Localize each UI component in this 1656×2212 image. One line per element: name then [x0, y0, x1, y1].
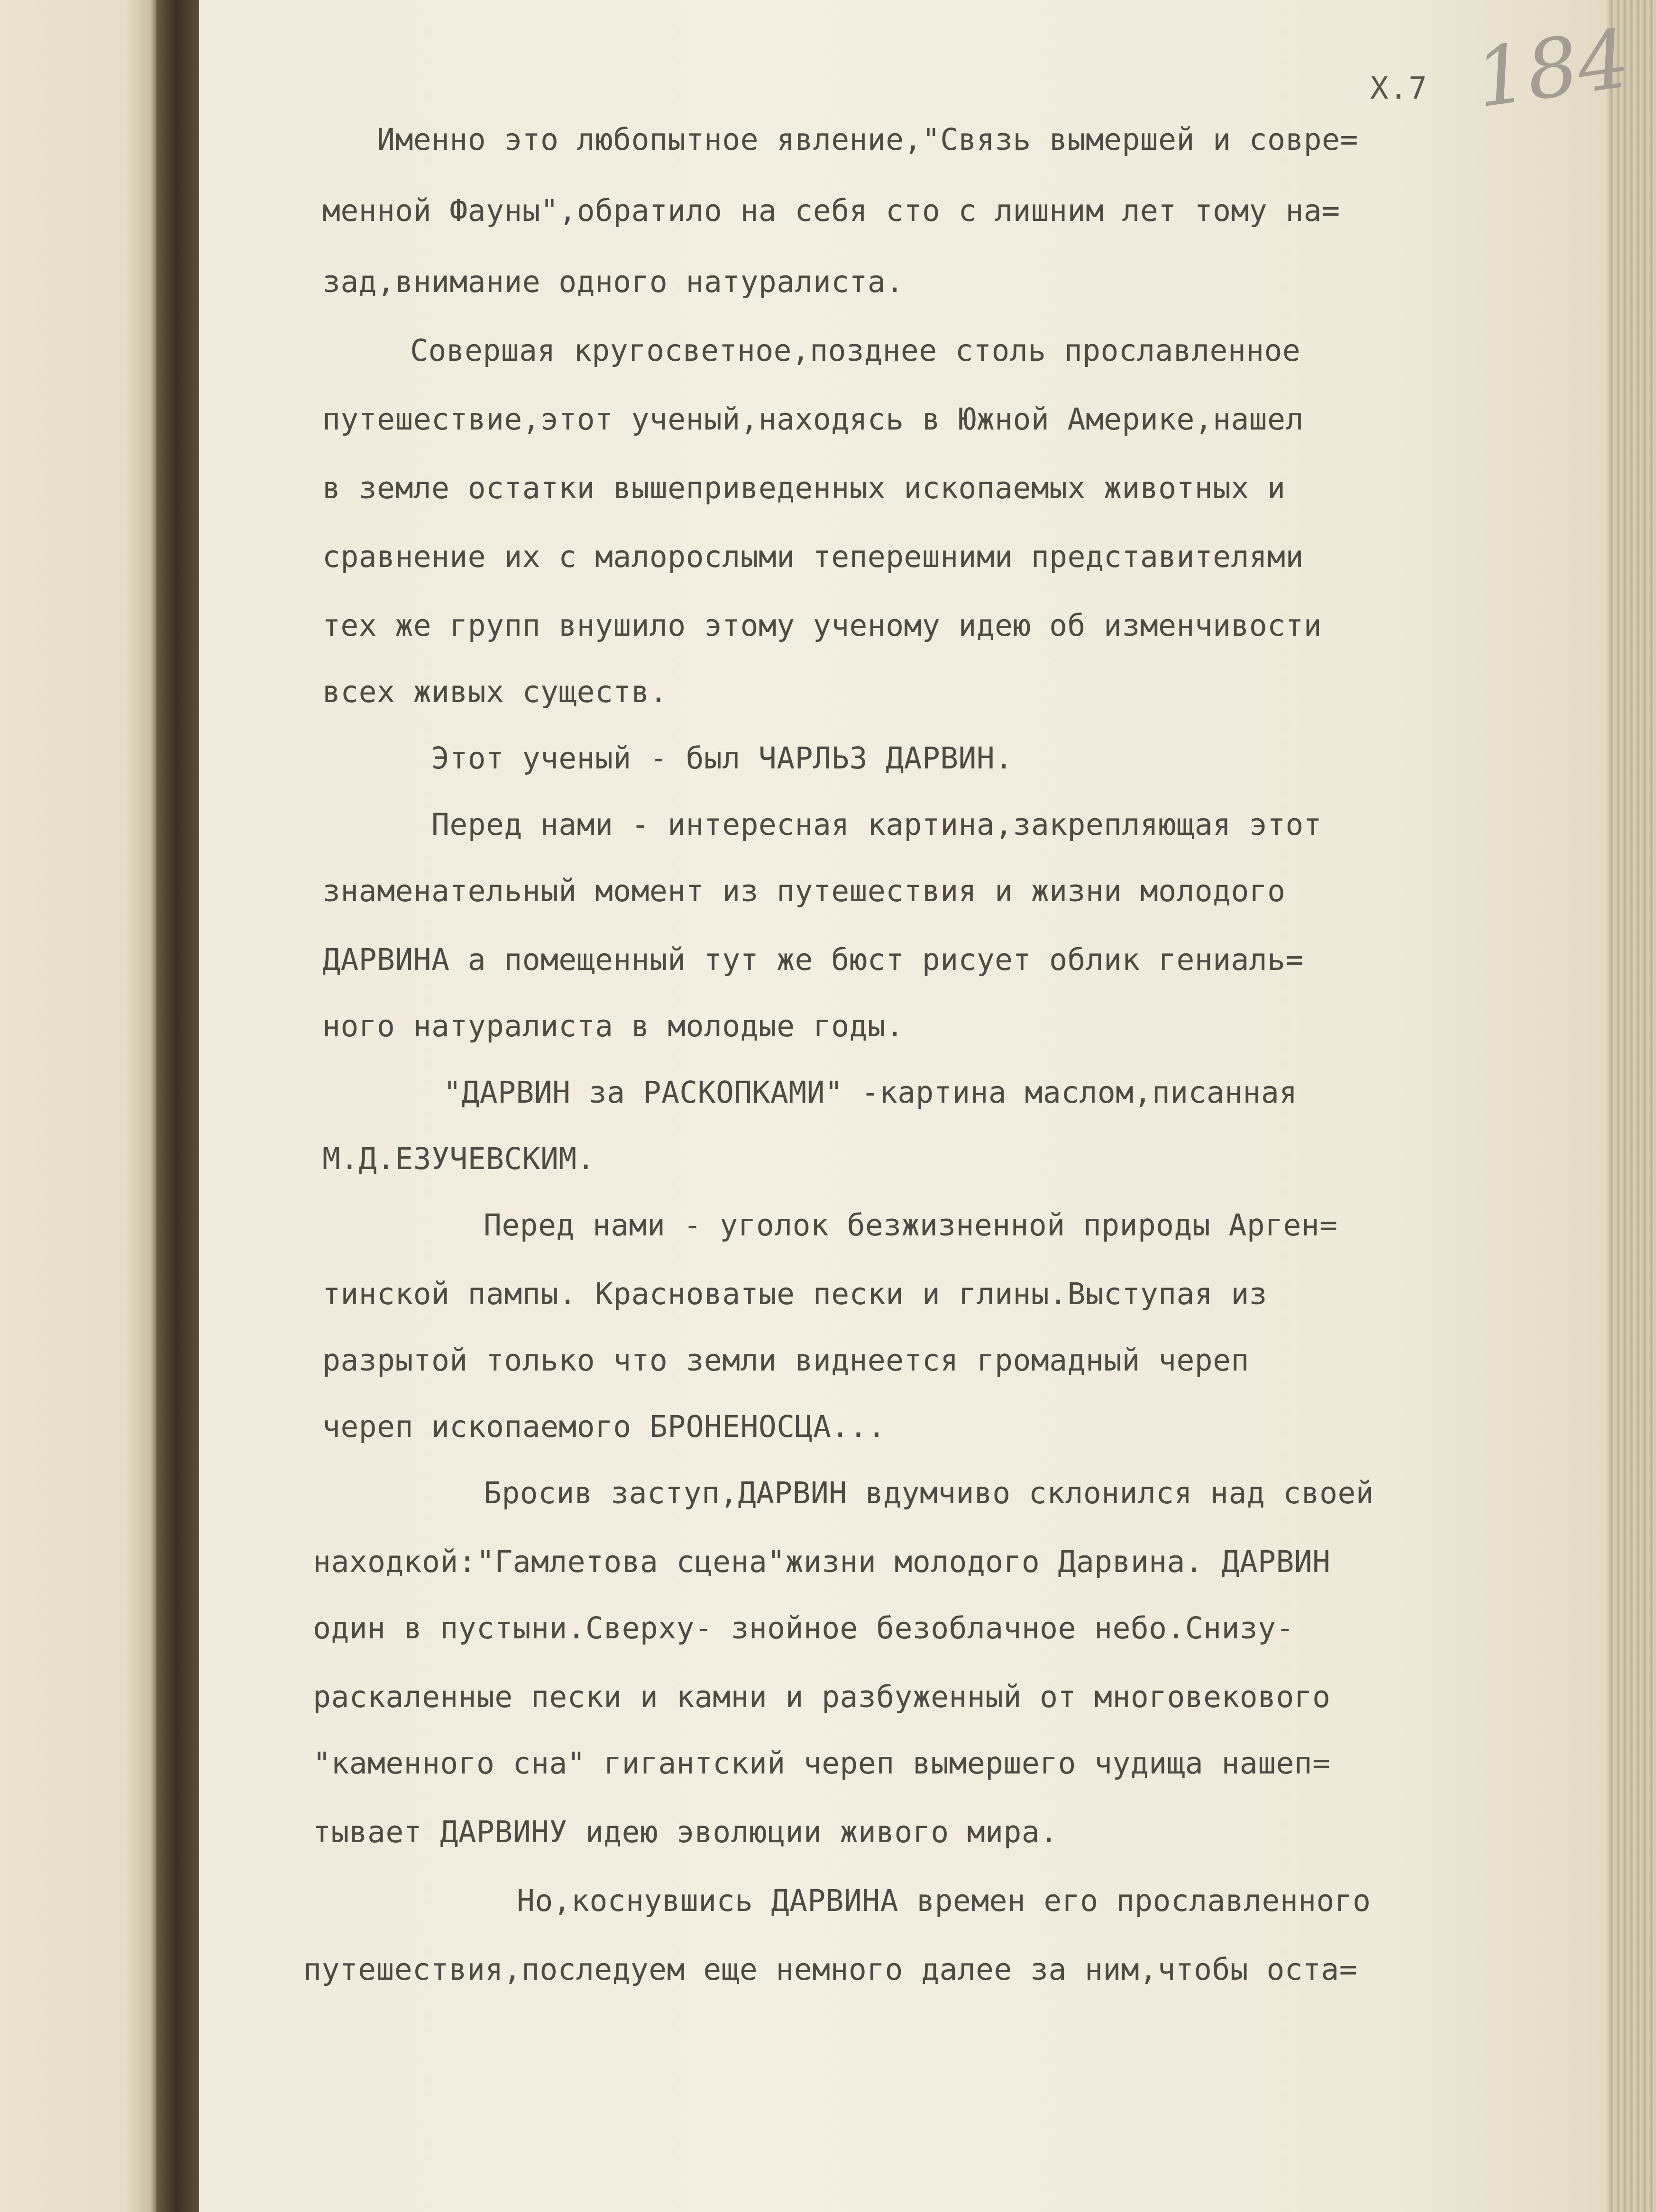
- text-line: сравнение их с малорослыми теперешними представителями: [322, 539, 1304, 574]
- text-line: находкой:"Гамлетова сцена"жизни молодого Дарвина. ДАРВИН: [313, 1545, 1331, 1579]
- text-line: разрытой только что земли виднеется громадный череп: [322, 1343, 1249, 1378]
- text-line: ДАРВИНА а помещенный тут же бюст рисует облик гениаль=: [322, 942, 1304, 977]
- text-line: тывает ДАРВИНУ идею эволюции живого мира.: [313, 1815, 1058, 1849]
- folio-number: Х.7: [1370, 71, 1428, 106]
- text-line: Перед нами - уголок безжизненной природы Арген=: [484, 1208, 1338, 1243]
- text-line: в земле остатки вышеприведенных ископаемых животных и: [322, 471, 1286, 505]
- text-line: М.Д.ЕЗУЧЕВСКИМ.: [322, 1142, 595, 1176]
- text-line: Совершая кругосветное,позднее столь прославленное: [410, 333, 1301, 368]
- handwritten-archive-number: 184: [1470, 11, 1635, 127]
- text-line: тинской пампы. Красноватые пески и глины.Выступая из: [322, 1277, 1268, 1311]
- text-line: череп ископаемого БРОНЕНОСЦА...: [322, 1409, 886, 1444]
- text-line: знаменательный момент из путешествия и жизни молодого: [322, 874, 1286, 908]
- text-line: Этот ученый - был ЧАРЛЬЗ ДАРВИН.: [431, 741, 1013, 776]
- text-line: путешествие,этот ученый,находясь в Южной Америке,нашел: [322, 402, 1304, 437]
- text-line: "каменного сна" гигантский череп вымершего чудища нашеп=: [313, 1746, 1331, 1781]
- text-line: путешествия,последуем еще немного далее за ним,чтобы оста=: [303, 1952, 1358, 1987]
- text-line: раскаленные пески и камни и разбуженный от многовекового: [313, 1680, 1331, 1714]
- text-line: менной Фауны",обратило на себя сто с лишним лет тому на=: [322, 193, 1340, 228]
- text-line: всех живых существ.: [322, 675, 668, 709]
- text-line: зад,внимание одного натуралиста.: [322, 265, 904, 299]
- text-line: Перед нами - интересная картина,закрепляющая этот: [431, 807, 1322, 842]
- text-line: Бросив заступ,ДАРВИН вдумчиво склонился над своей: [484, 1476, 1374, 1510]
- text-line: ного натуралиста в молодые годы.: [322, 1009, 904, 1043]
- text-line: тех же групп внушило этому ученому идею об изменчивости: [322, 608, 1322, 643]
- text-line: "ДАРВИН за РАСКОПКАМИ" -картина маслом,писанная: [443, 1075, 1298, 1110]
- text-line: Но,коснувшись ДАРВИНА времен его прославленного: [517, 1883, 1371, 1918]
- text-line: один в пустыни.Сверху- знойное безоблачное небо.Снизу-: [313, 1611, 1294, 1645]
- text-line: Именно это любопытное явление,"Связь вымершей и совре=: [377, 122, 1358, 157]
